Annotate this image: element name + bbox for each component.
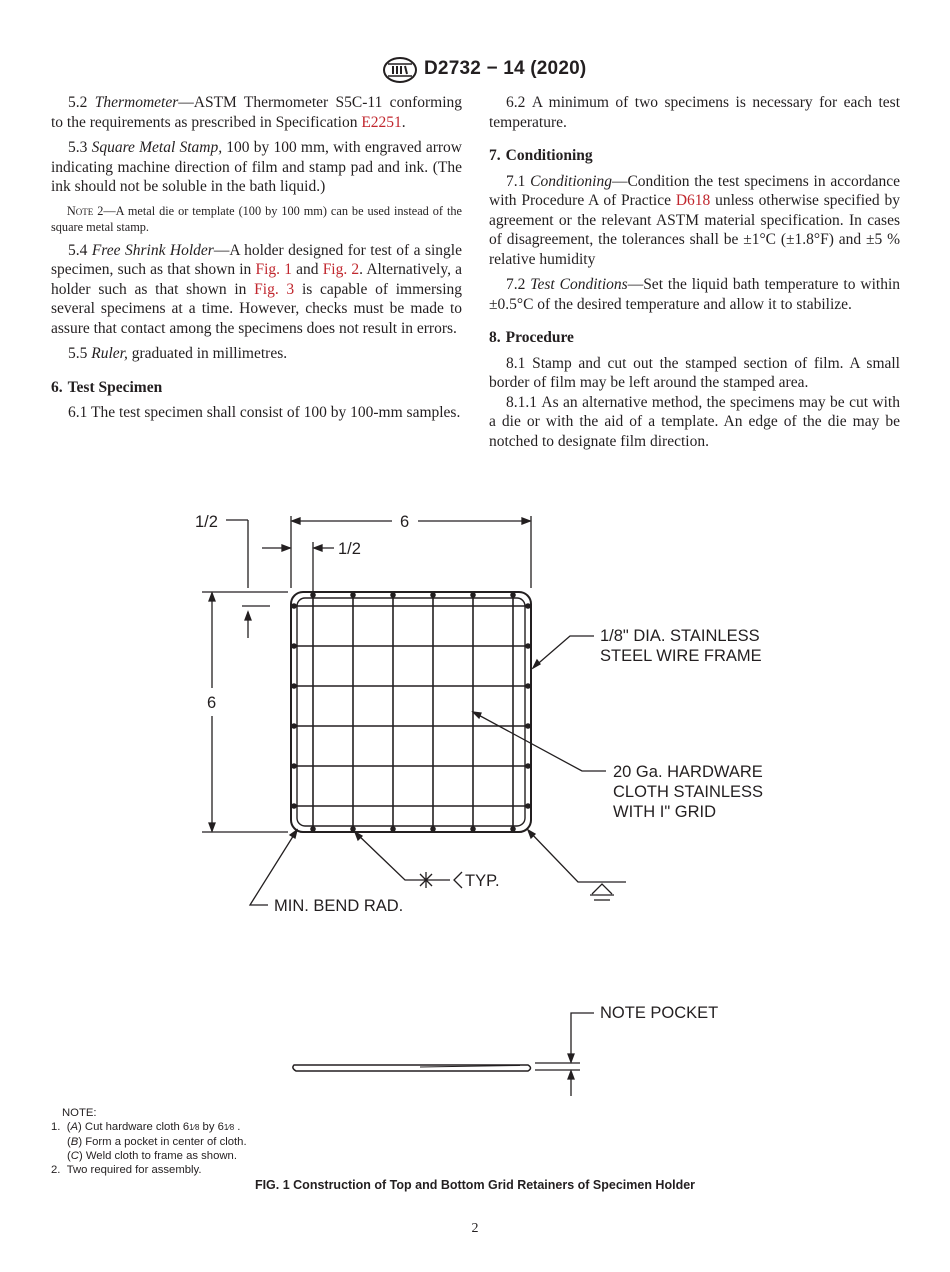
standard-designation: D2732 − 14 (2020) [424, 58, 587, 79]
section-6-2: 6.2 A minimum of two specimens is necessary for each test temperature. [489, 94, 901, 131]
section-8-1-1: 8.1.1 As an alternative method, the specimens may be cut with a die or with the aid of a template. An edge of the die may be notched to designate film direction. [489, 393, 900, 450]
label-wire-frame-2: STEEL WIRE FRAME [600, 647, 762, 665]
weld-point [431, 827, 435, 831]
grid-retainer-drawing [0, 480, 950, 1120]
note-2-assembly: 2. Two required for assembly. [51, 1164, 202, 1176]
page-header [0, 56, 950, 86]
section-5-2: 5.2 Thermometer—ASTM Thermometer S5C-11 conforming to the requirements as prescribed in Specification E2251. [51, 94, 463, 131]
note-1c: (C) Weld cloth to frame as shown. [67, 1150, 237, 1162]
label-note-pocket: NOTE POCKET [600, 1004, 719, 1022]
label-min-bend: MIN. BEND RAD. [274, 897, 404, 915]
weld-point [292, 724, 296, 728]
weld-point [351, 593, 355, 597]
ref-fig2-link[interactable]: Fig. 2 [322, 261, 360, 278]
left-column [51, 93, 462, 429]
wire-frame-inner [297, 598, 525, 826]
note-2: Note 2—A metal die or template (100 by 100 mm) can be used instead of the square metal stamp. [51, 203, 463, 234]
ref-e2251-link[interactable]: E2251 [361, 113, 402, 131]
weld-point [526, 644, 530, 648]
dim-six-left: 6 [207, 694, 217, 712]
dim-half-top: 1/2 [195, 513, 218, 531]
weld-point [471, 593, 475, 597]
wire-frame [291, 592, 531, 832]
weld-point [526, 684, 530, 688]
ref-fig1-link[interactable]: Fig. 1 [255, 261, 292, 278]
label-cloth-3: WITH I" GRID [613, 803, 717, 821]
page-number: 2 [471, 1221, 479, 1236]
section-7-2: 7.2 Test Conditions—Set the liquid bath temperature to within ±0.5°C of the desired temperature and allow it to stabilize. [489, 276, 900, 313]
right-column [489, 93, 900, 457]
weld-point [511, 593, 515, 597]
hardware-cloth-grid [292, 593, 530, 831]
weld-point [311, 827, 315, 831]
ref-fig3-link[interactable]: Fig. 3 [254, 280, 295, 298]
astm-logo-icon [382, 56, 418, 84]
weld-point [351, 827, 355, 831]
weld-point [471, 827, 475, 831]
ref-d618-link[interactable]: D618 [675, 192, 711, 209]
weld-point [526, 724, 530, 728]
figure-notes [51, 1106, 247, 1177]
heading-8: 8. Procedure [489, 329, 574, 346]
label-typ: TYP. [465, 872, 500, 890]
weld-point [292, 684, 296, 688]
label-cloth-1: 20 Ga. HARDWARE [613, 763, 763, 781]
figure-caption: FIG. 1 Construction of Top and Bottom Grid Retainers of Specimen Holder [254, 1178, 696, 1192]
label-cloth-2: CLOTH STAINLESS [613, 783, 764, 801]
section-5-5: 5.5 Ruler, graduated in millimetres. [68, 345, 288, 362]
weld-point [292, 644, 296, 648]
weld-point [292, 804, 296, 808]
weld-point [526, 604, 530, 608]
weld-point [391, 827, 395, 831]
section-5-4: 5.4 Free Shrink Holder—A holder designed for test of a single specimen, such as that shown in Fig. 1 and Fig. 2. Alternatively, a holder such as that shown in Fig. 3 is capable of immersing several specimens at a time. However, checks must be made to assure that contact among the specimens does not result in errors. [51, 241, 463, 337]
note-1a: 1. (A) Cut hardware cloth 61⁄8 by 61⁄8 . [51, 1121, 241, 1133]
weld-point [292, 764, 296, 768]
heading-6: 6. Test Specimen [51, 378, 163, 396]
weld-point [292, 604, 296, 608]
note-1b: (B) Form a pocket in center of cloth. [67, 1136, 247, 1148]
section-7-1: 7.1 Conditioning—Condition the test specimens in accordance with Procedure A of Practice D618 unless otherwise specified by agreement or the relevant ASTM material specification. In cases of disagreement, the tolerances shall be ±1°C (±1.8°F) and ±5 % relative humidity [489, 172, 901, 268]
section-5-3: 5.3 Square Metal Stamp, 100 by 100 mm, with engraved arrow indicating machine direction of film and stamp pad and ink. (The ink should not be soluble in the bath liquid.) [51, 139, 462, 195]
weld-point [526, 804, 530, 808]
figure-1-drawing [0, 480, 950, 1120]
section-6-1: 6.1 The test specimen shall consist of 100 by 100-mm samples. [68, 404, 461, 421]
weld-point [391, 593, 395, 597]
weld-point [431, 593, 435, 597]
dim-half-inner: 1/2 [338, 540, 361, 558]
notes-title: NOTE: [62, 1107, 97, 1119]
heading-7: 7. Conditioning [489, 147, 593, 164]
dim-six-top: 6 [400, 513, 410, 531]
weld-point [526, 764, 530, 768]
label-wire-frame-1: 1/8" DIA. STAINLESS [600, 627, 760, 645]
section-8-1: 8.1 Stamp and cut out the stamped section of film. A small border of film may be left around the stamped area. [489, 354, 900, 391]
weld-point [511, 827, 515, 831]
